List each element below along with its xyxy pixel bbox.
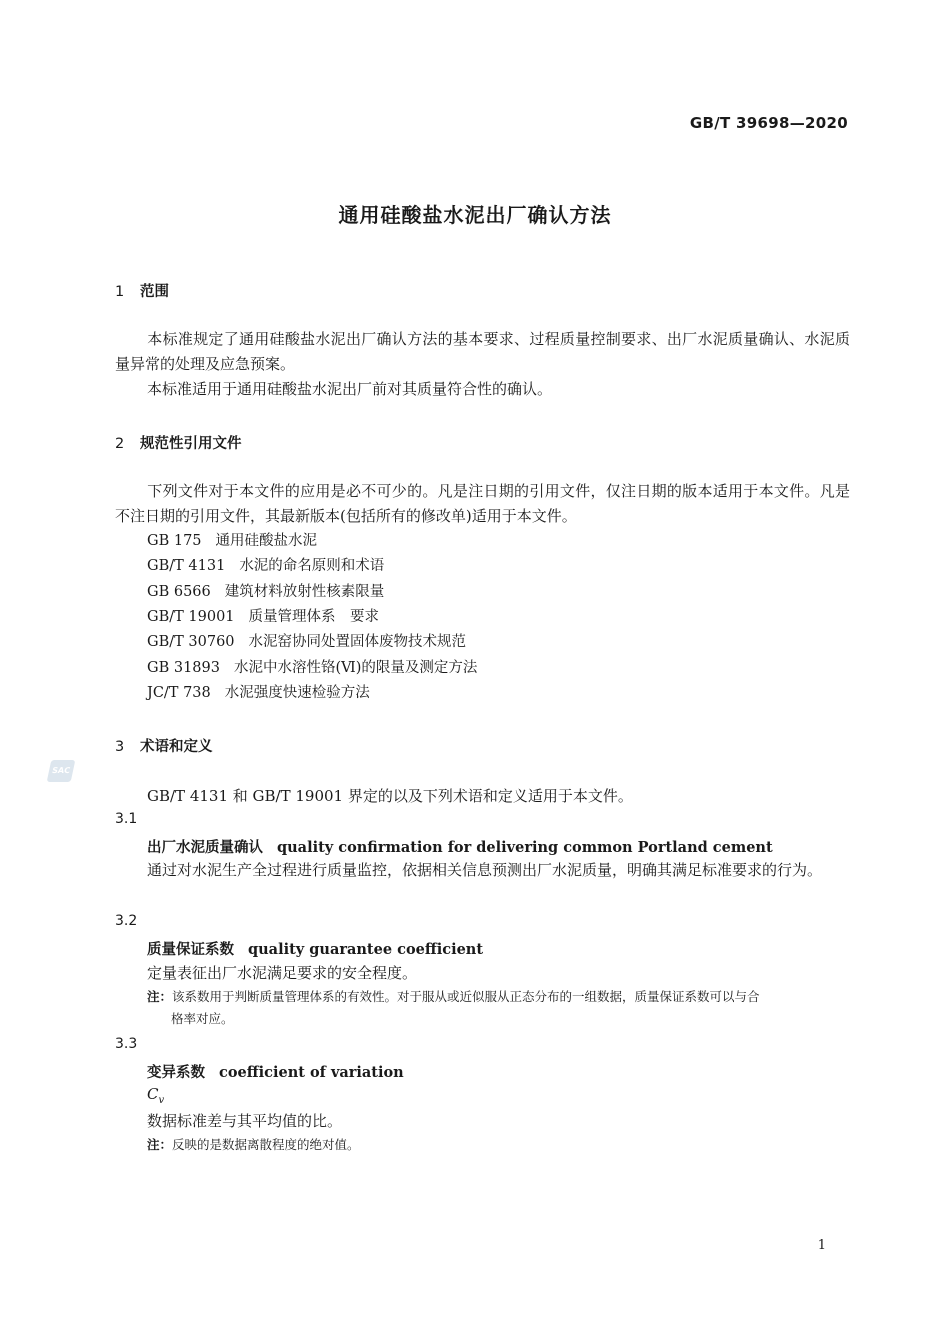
reference-title: 水泥中水溶性铬(Ⅵ)的限量及测定方法 xyxy=(233,660,478,676)
reference-item xyxy=(147,554,384,579)
term-english: quality confirmation for delivering common Portland cement xyxy=(277,839,773,856)
note-text: 反映的是数据离散程度的绝对值。 xyxy=(172,1137,360,1152)
sac-watermark-logo: SAC xyxy=(47,760,76,782)
note-continuation: 格率对应。 xyxy=(171,1011,234,1026)
definition-text: 通过对水泥生产全过程进行质量监控，依据相关信息预测出厂水泥质量，明确其满足标准要求的行为。 xyxy=(147,861,823,879)
terms-intro: GB/T 4131 和 GB/T 19001 界定的以及下列术语和定义适用于本文件。 xyxy=(147,787,633,805)
section-number: 1 xyxy=(115,284,125,300)
scope-paragraph-1 xyxy=(115,327,850,377)
reference-item xyxy=(147,605,379,630)
reference-item xyxy=(147,681,370,706)
note-label: 注： xyxy=(147,989,173,1004)
reference-code: GB 6566 xyxy=(147,584,211,600)
term-3-2 xyxy=(147,938,483,959)
term-english: quality guarantee coefficient xyxy=(248,941,484,958)
term-chinese: 质量保证系数 xyxy=(147,942,234,958)
reference-code: GB/T 4131 xyxy=(147,558,226,574)
term-3-3-note xyxy=(147,1134,850,1156)
reference-title: 水泥的命名原则和术语 xyxy=(239,558,385,574)
clause-number: 3.2 xyxy=(115,913,138,929)
reference-title: 建筑材料放射性核素限量 xyxy=(224,584,385,600)
references-intro xyxy=(115,479,850,529)
reference-code: GB 175 xyxy=(147,533,202,549)
note-label: 注： xyxy=(147,1137,173,1152)
reference-title: 水泥窑协同处置固体废物技术规范 xyxy=(248,634,467,650)
term-3-3-definition: 数据标准差与其平均值的比。 xyxy=(147,1112,343,1130)
term-english: coefficient of variation xyxy=(219,1064,404,1081)
section-2-heading xyxy=(115,432,242,453)
symbol-subscript: v xyxy=(158,1095,165,1106)
paragraph-text: 本标准适用于通用硅酸盐水泥出厂前对其质量符合性的确认。 xyxy=(147,380,553,398)
paragraph-text: 下列文件对于本文件的应用是必不可少的。凡是注日期的引用文件，仅注日期的版本适用于本文件。凡是不注日期的引用文件，其最新版本(包括所有的修改单)适用于本文件。 xyxy=(115,482,850,525)
clause-number: 3.3 xyxy=(115,1036,138,1052)
document-title: 通用硅酸盐水泥出厂确认方法 xyxy=(338,203,612,227)
term-3-1-definition xyxy=(115,858,850,883)
section-number: 3 xyxy=(115,739,125,755)
section-1-heading xyxy=(115,280,169,301)
section-title: 术语和定义 xyxy=(140,739,213,755)
section-title: 范围 xyxy=(140,284,169,300)
reference-title: 通用硅酸盐水泥 xyxy=(215,533,318,549)
reference-item xyxy=(147,630,466,655)
reference-item xyxy=(147,656,477,681)
reference-code: GB/T 30760 xyxy=(147,634,235,650)
reference-code: GB/T 19001 xyxy=(147,609,235,625)
term-3-2-definition: 定量表征出厂水泥满足要求的安全程度。 xyxy=(147,964,418,982)
term-3-3 xyxy=(147,1061,404,1082)
term-3-2-note xyxy=(147,986,850,1030)
reference-code: JC/T 738 xyxy=(147,685,211,701)
section-3-heading xyxy=(115,735,213,756)
scope-paragraph-2 xyxy=(115,377,850,402)
reference-title: 水泥强度快速检验方法 xyxy=(224,685,370,701)
standard-code: GB/T 39698—2020 xyxy=(689,114,848,132)
note-text: 该系数用于判断质量管理体系的有效性。对于服从或近似服从正态分布的一组数据，质量保证系数可以与合 xyxy=(172,989,760,1004)
term-3-1 xyxy=(147,836,773,857)
clause-number: 3.1 xyxy=(115,811,138,827)
symbol-main: C xyxy=(147,1085,159,1103)
section-number: 2 xyxy=(115,436,125,452)
term-symbol xyxy=(147,1085,164,1106)
reference-item xyxy=(147,529,317,554)
section-title: 规范性引用文件 xyxy=(140,436,242,452)
paragraph-text: 本标准规定了通用硅酸盐水泥出厂确认方法的基本要求、过程质量控制要求、出厂水泥质量确认、水泥质量异常的处理及应急预案。 xyxy=(115,330,850,373)
reference-item xyxy=(147,580,384,605)
term-chinese: 出厂水泥质量确认 xyxy=(147,840,263,856)
page-number: 1 xyxy=(817,1238,826,1253)
term-chinese: 变异系数 xyxy=(147,1065,205,1081)
reference-code: GB 31893 xyxy=(147,660,220,676)
reference-title: 质量管理体系 要求 xyxy=(248,609,380,625)
